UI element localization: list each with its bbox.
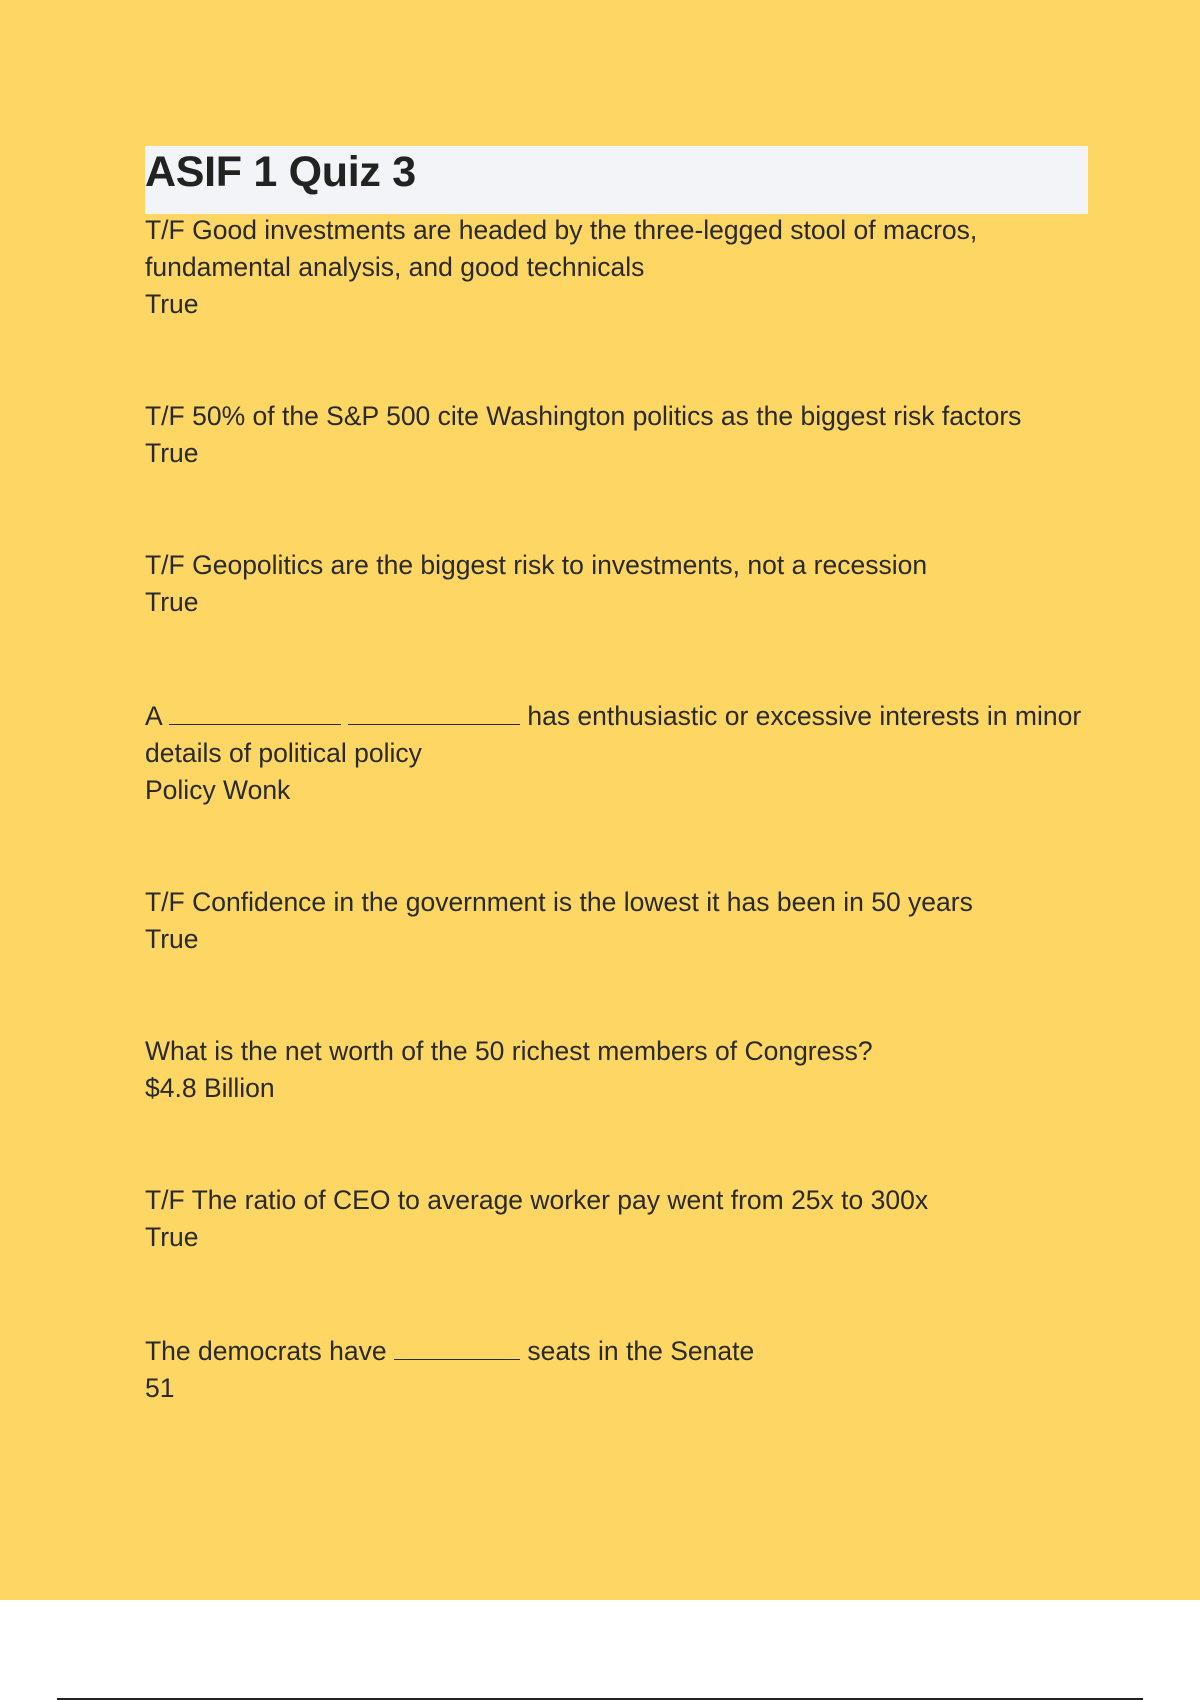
question-text-end: has enthusiastic or excessive interests in minor details of political policy [145,701,1082,768]
question-text: T/F The ratio of CEO to average worker pay went from 25x to 300x [145,1185,929,1215]
question-text [145,1331,1095,1370]
answer-text: True [145,289,199,319]
answer-text: True [145,587,199,617]
question-text: T/F Confidence in the government is the lowest it has been in 50 years [145,887,973,917]
question-text: T/F Good investments are headed by the three-legged stool of macros, fundamental analysis, and good technicals [145,215,978,282]
question-text-start: The democrats have [145,1336,387,1366]
page-title: ASIF 1 Quiz 3 [145,148,416,196]
question-item-5 [145,884,1095,958]
question-item-4 [145,696,1095,809]
answer-text: True [145,1222,199,1252]
question-text [145,696,1095,772]
question-item-7 [145,1182,1095,1256]
question-item-8 [145,1331,1095,1407]
question-item-2 [145,398,1095,472]
answer-text: True [145,438,199,468]
question-text: T/F 50% of the S&P 500 cite Washington politics as the biggest risk factors [145,401,1022,431]
title-banner [145,146,1088,214]
answer-text: 51 [145,1373,175,1403]
question-text: What is the net worth of the 50 richest members of Congress? [145,1036,873,1066]
answer-text: True [145,924,199,954]
fill-in-blank [394,1331,520,1360]
question-text-end: seats in the Senate [527,1336,755,1366]
fill-in-blank [348,696,520,725]
question-text: T/F Geopolitics are the biggest risk to investments, not a recession [145,550,928,580]
question-item-1 [145,212,1095,323]
question-item-3 [145,547,1095,621]
answer-text: $4.8 Billion [145,1073,275,1103]
answer-text: Policy Wonk [145,775,291,805]
question-text-start: A [145,701,162,731]
fill-in-blank [169,696,341,725]
question-item-6 [145,1033,1095,1107]
